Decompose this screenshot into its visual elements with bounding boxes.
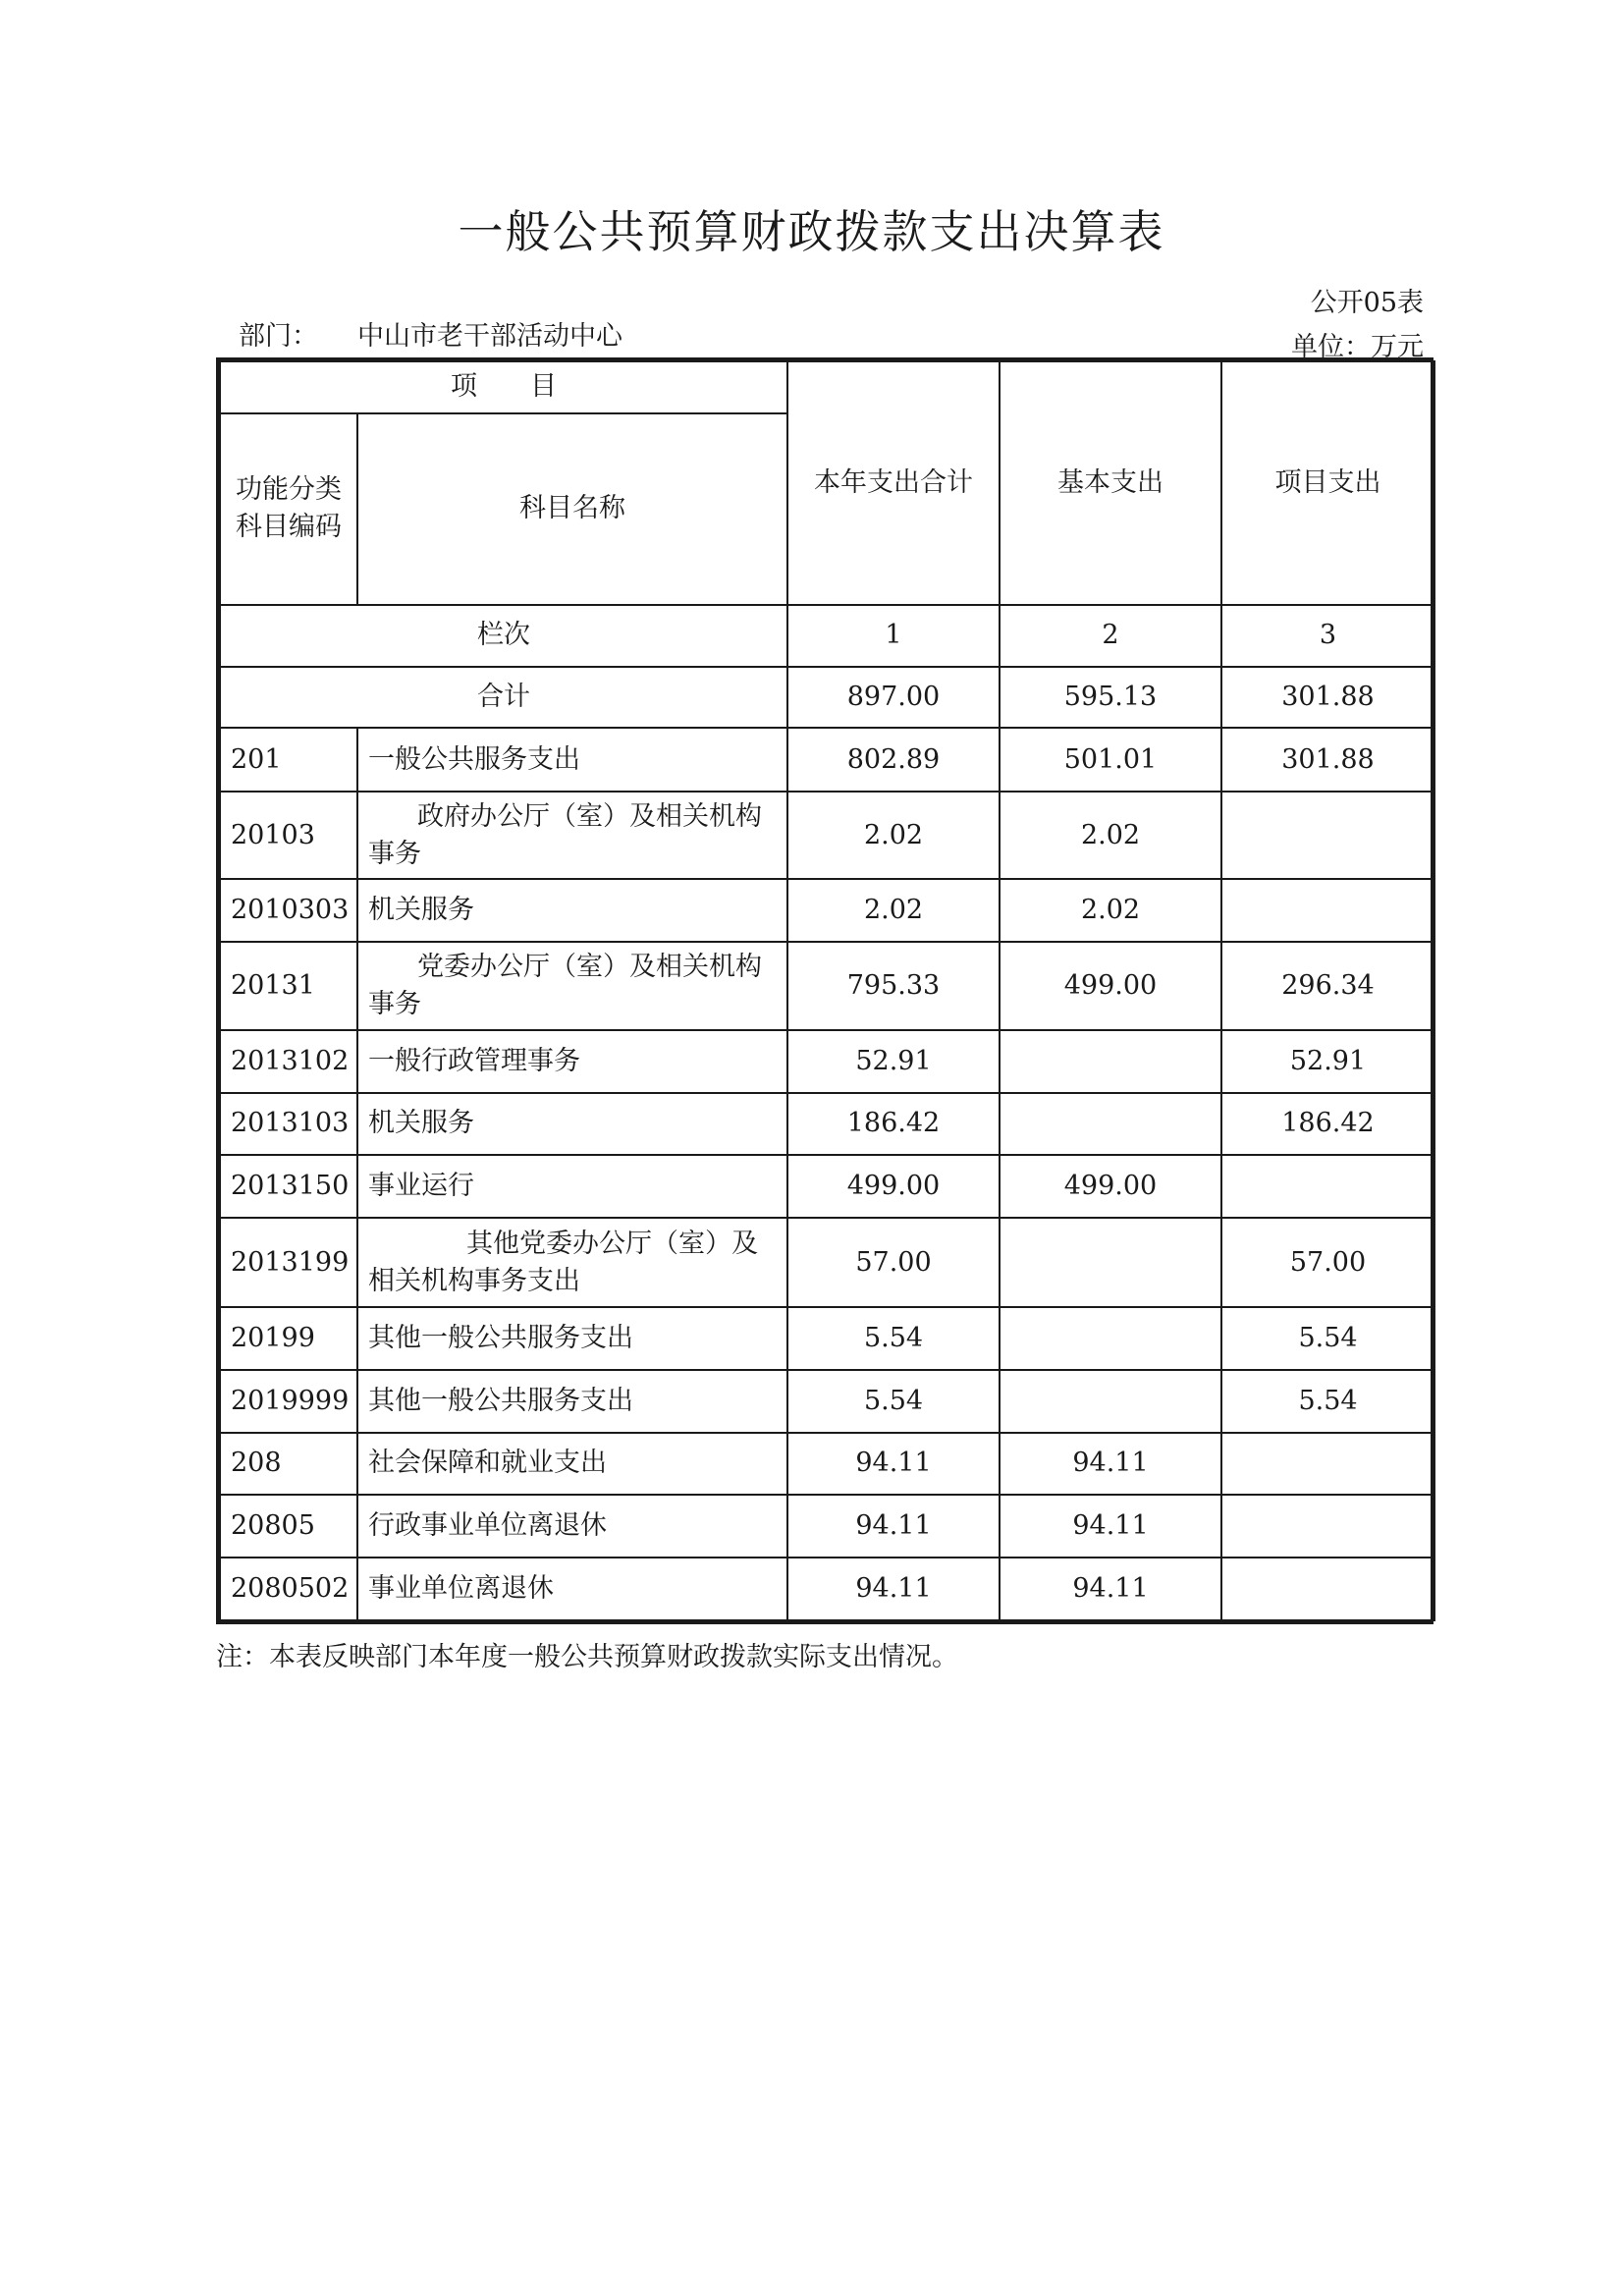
unit-label: 单位：万元 — [1291, 332, 1424, 362]
header-subject-name: 科目名称 — [357, 413, 787, 605]
row-value-1: 802.89 — [787, 728, 1000, 792]
row-value-1: 499.00 — [787, 1155, 1000, 1218]
row-value-2: 2.02 — [1000, 879, 1221, 942]
row-name: 事业运行 — [357, 1155, 787, 1218]
form-number: 公开05表 — [1310, 288, 1424, 318]
row-value-2: 94.11 — [1000, 1495, 1221, 1558]
row-code: 2013150 — [220, 1155, 357, 1218]
row-value-2 — [1000, 1370, 1221, 1433]
total-label: 合计 — [220, 667, 787, 729]
table-row — [220, 1030, 1434, 1093]
row-name: 社会保障和就业支出 — [357, 1433, 787, 1496]
row-name: 一般公共服务支出 — [357, 728, 787, 792]
row-name: 机关服务 — [357, 879, 787, 942]
row-value-3 — [1221, 792, 1434, 879]
row-value-2: 499.00 — [1000, 942, 1221, 1030]
table-row — [220, 1218, 1434, 1307]
row-code: 2080502 — [220, 1558, 357, 1620]
row-code: 2019999 — [220, 1370, 357, 1433]
row-value-2: 94.11 — [1000, 1558, 1221, 1620]
row-code: 20199 — [220, 1307, 357, 1370]
header-total-expenditure: 本年支出合计 — [787, 361, 1000, 605]
row-name: 政府办公厅（室）及相关机构事务 — [357, 792, 787, 879]
table-row — [220, 1558, 1434, 1620]
row-value-1: 94.11 — [787, 1495, 1000, 1558]
row-code: 2010303 — [220, 879, 357, 942]
row-value-3 — [1221, 1558, 1434, 1620]
row-code: 20805 — [220, 1495, 357, 1558]
row-code: 201 — [220, 728, 357, 792]
department-name: 中山市老干部活动中心 — [357, 321, 622, 352]
row-value-3: 296.34 — [1221, 942, 1434, 1030]
row-name: 一般行政管理事务 — [357, 1030, 787, 1093]
row-code: 208 — [220, 1433, 357, 1496]
header-project: 项 目 — [220, 361, 787, 413]
total-value-1: 897.00 — [787, 667, 1000, 729]
row-value-2: 499.00 — [1000, 1155, 1221, 1218]
table-row — [220, 1495, 1434, 1558]
row-code: 2013103 — [220, 1093, 357, 1156]
row-value-1: 5.54 — [787, 1307, 1000, 1370]
table-row — [220, 1370, 1434, 1433]
row-value-3: 57.00 — [1221, 1218, 1434, 1307]
table-footnote: 注：本表反映部门本年度一般公共预算财政拨款实际支出情况。 — [216, 1642, 958, 1672]
row-value-3: 5.54 — [1221, 1307, 1434, 1370]
total-value-3: 301.88 — [1221, 667, 1434, 729]
row-code: 20131 — [220, 942, 357, 1030]
column-number-label: 栏次 — [220, 605, 787, 667]
row-value-2 — [1000, 1307, 1221, 1370]
row-value-1: 795.33 — [787, 942, 1000, 1030]
row-name: 事业单位离退休 — [357, 1558, 787, 1620]
department-label: 部门： — [239, 321, 318, 352]
table-row — [220, 1093, 1434, 1156]
row-value-1: 57.00 — [787, 1218, 1000, 1307]
column-number-1: 1 — [787, 605, 1000, 667]
page-title: 一般公共预算财政拨款支出决算表 — [458, 205, 1165, 258]
header-function-code: 功能分类科目编码 — [220, 413, 357, 605]
row-value-2: 94.11 — [1000, 1433, 1221, 1496]
column-number-3: 3 — [1221, 605, 1434, 667]
row-value-2 — [1000, 1218, 1221, 1307]
row-value-1: 2.02 — [787, 879, 1000, 942]
row-value-1: 2.02 — [787, 792, 1000, 879]
column-number-2: 2 — [1000, 605, 1221, 667]
row-value-3: 52.91 — [1221, 1030, 1434, 1093]
row-value-2: 2.02 — [1000, 792, 1221, 879]
row-code: 20103 — [220, 792, 357, 879]
header-project-expenditure: 项目支出 — [1221, 361, 1434, 605]
row-value-3 — [1221, 879, 1434, 942]
row-value-3: 301.88 — [1221, 728, 1434, 792]
header-basic-expenditure: 基本支出 — [1000, 361, 1221, 605]
row-value-3: 186.42 — [1221, 1093, 1434, 1156]
row-name: 党委办公厅（室）及相关机构事务 — [357, 942, 787, 1030]
row-value-1: 94.11 — [787, 1558, 1000, 1620]
total-value-2: 595.13 — [1000, 667, 1221, 729]
row-name: 机关服务 — [357, 1093, 787, 1156]
table-row — [220, 879, 1434, 942]
table-row — [220, 792, 1434, 879]
row-value-2: 501.01 — [1000, 728, 1221, 792]
row-value-3 — [1221, 1433, 1434, 1496]
row-value-1: 5.54 — [787, 1370, 1000, 1433]
row-value-3: 5.54 — [1221, 1370, 1434, 1433]
row-value-1: 94.11 — [787, 1433, 1000, 1496]
row-name: 行政事业单位离退休 — [357, 1495, 787, 1558]
row-code: 2013199 — [220, 1218, 357, 1307]
table-row — [220, 1307, 1434, 1370]
row-value-2 — [1000, 1093, 1221, 1156]
table-row — [220, 1155, 1434, 1218]
row-value-3 — [1221, 1495, 1434, 1558]
table-row — [220, 1433, 1434, 1496]
row-value-3 — [1221, 1155, 1434, 1218]
department-line — [239, 314, 622, 353]
row-value-2 — [1000, 1030, 1221, 1093]
row-name: 其他党委办公厅（室）及相关机构事务支出 — [357, 1218, 787, 1307]
row-name: 其他一般公共服务支出 — [357, 1307, 787, 1370]
table-row — [220, 728, 1434, 792]
row-name: 其他一般公共服务支出 — [357, 1370, 787, 1433]
table-row — [220, 942, 1434, 1030]
row-code: 2013102 — [220, 1030, 357, 1093]
row-value-1: 186.42 — [787, 1093, 1000, 1156]
expenditure-table — [216, 357, 1434, 1624]
row-value-1: 52.91 — [787, 1030, 1000, 1093]
